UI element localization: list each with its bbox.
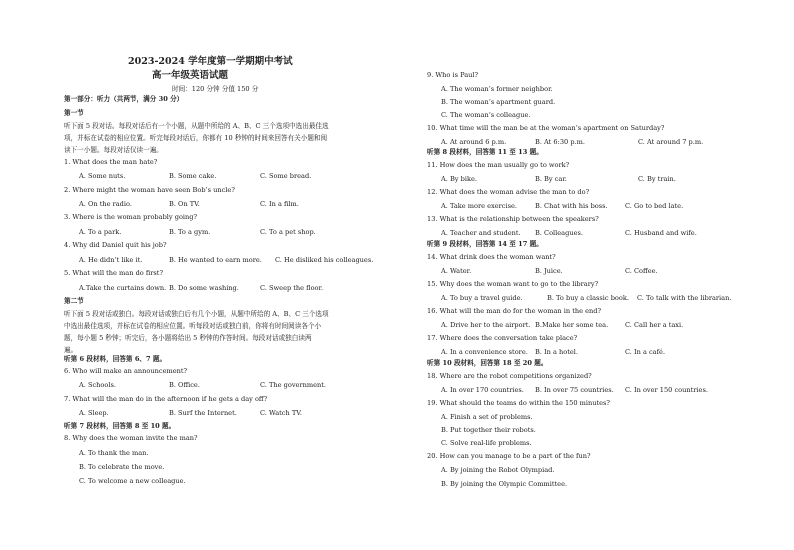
option-b[interactable]: B. Some cake. xyxy=(169,172,217,180)
section2-instruction: 题，每小题 5 秒钟；听完后，各小题将给出 5 秒钟的作答时间。每段对话或独白读两 xyxy=(64,334,312,342)
option-c[interactable]: C. In a café. xyxy=(625,348,666,356)
option-b[interactable]: B. Office. xyxy=(169,381,200,389)
question-stem: 11. How does the man usually go to work? xyxy=(427,161,570,169)
option-a[interactable]: A. Water. xyxy=(441,267,472,275)
option-a[interactable]: A. The woman’s former neighbor. xyxy=(441,85,553,93)
question-stem: 20. How can you manage to be a part of the fun? xyxy=(427,452,591,460)
option-a[interactable]: A. To buy a travel guide. xyxy=(441,294,523,302)
exam-subtitle: 高一年级英语试题 xyxy=(152,70,229,81)
option-b[interactable]: B. On TV. xyxy=(169,200,200,208)
question-stem: 4. Why did Daniel quit his job? xyxy=(64,241,167,249)
option-a[interactable]: A. Schools. xyxy=(79,381,116,389)
option-c[interactable]: C. To a pet shop. xyxy=(260,228,316,236)
section1-title: 第一节 xyxy=(64,109,84,117)
question-stem: 15. Why does the woman want to go to the library? xyxy=(427,280,599,288)
section2-instruction: 中选出最佳选项，并标在试卷的相应位置。听每段对话或独白前，你将有时间阅读各个小 xyxy=(64,322,322,330)
option-a[interactable]: A. By bike. xyxy=(441,175,477,183)
material-heading: 听第 8 段材料，回答第 11 至 13 题。 xyxy=(427,148,543,156)
question-stem: 8. Why does the woman invite the man? xyxy=(64,434,198,442)
question-stem: 17. Where does the conversation take place? xyxy=(427,334,578,342)
option-a[interactable]: A. Some nuts. xyxy=(79,172,126,180)
question-stem: 19. What should the teams do within the 150 minutes? xyxy=(427,399,610,407)
section2-title: 第二节 xyxy=(64,297,84,305)
question-stem: 6. Who will make an announcement? xyxy=(64,367,188,375)
option-a[interactable]: A. At around 6 p.m. xyxy=(441,138,507,146)
option-c[interactable]: C. Sweep the floor. xyxy=(260,284,324,292)
option-b[interactable]: B. By joining the Olympic Committee. xyxy=(441,480,568,488)
material-heading: 听第 10 段材料，回答第 18 至 20 题。 xyxy=(427,359,548,367)
material-heading: 听第 7 段材料，回答第 8 至 10 题。 xyxy=(64,422,176,430)
option-c[interactable]: C. By train. xyxy=(638,175,676,183)
section1-instruction: 听下面 5 段对话。每段对话后有一个小题，从题中所给的 A、B、C 三个选项中选出最佳选 xyxy=(64,122,329,130)
option-b[interactable]: B. He wanted to earn more. xyxy=(169,256,262,264)
option-c[interactable]: C. To welcome a new colleague. xyxy=(79,477,186,485)
question-stem: 12. What does the woman advise the man to do? xyxy=(427,188,590,196)
option-b[interactable]: B. At 6:30 p.m. xyxy=(535,138,585,146)
option-b[interactable]: B. Juice. xyxy=(535,267,563,275)
question-stem: 10. What time will the man be at the woman’s apartment on Saturday? xyxy=(427,124,665,132)
question-stem: 13. What is the relationship between the speakers? xyxy=(427,215,599,223)
question-stem: 3. Where is the woman probably going? xyxy=(64,213,198,221)
exam-title: 2023-2024 学年度第一学期期中考试 xyxy=(128,56,293,67)
option-a[interactable]: A. To thank the man. xyxy=(79,449,149,457)
option-c[interactable]: C. Some bread. xyxy=(260,172,312,180)
question-stem: 7. What will the man do in the afternoon if he gets a day off? xyxy=(64,395,268,403)
option-b[interactable]: B. In a hotel. xyxy=(535,348,578,356)
option-c[interactable]: C. In a film. xyxy=(260,200,299,208)
option-c[interactable]: C. In over 150 countries. xyxy=(625,386,708,394)
option-c[interactable]: C. Coffee. xyxy=(625,267,658,275)
section1-instruction: 读下一小题。每段对话仅读一遍。 xyxy=(64,146,163,154)
option-a[interactable]: A. On the radio. xyxy=(79,200,132,208)
question-stem: 1. What does the man hate? xyxy=(64,158,158,166)
material-heading: 听第 6 段材料，回答第 6、7 题。 xyxy=(64,355,167,363)
part1-heading: 第一部分：听力（共两节，满分 30 分） xyxy=(64,95,184,103)
option-c[interactable]: C. Go to bed late. xyxy=(625,202,684,210)
option-b[interactable]: B. To celebrate the move. xyxy=(79,463,165,471)
option-a[interactable]: A. Teacher and student. xyxy=(441,229,521,237)
option-b[interactable]: B. By car. xyxy=(535,175,567,183)
question-stem: 16. What will the man do for the woman in the end? xyxy=(427,307,602,315)
option-c[interactable]: C. To talk with the librarian. xyxy=(637,294,732,302)
option-a[interactable]: A. In a convenience store. xyxy=(441,348,528,356)
section2-instruction: 遍。 xyxy=(64,346,78,354)
option-b[interactable]: B. Do some washing. xyxy=(169,284,239,292)
material-heading: 听第 9 段材料，回答第 14 至 17 题。 xyxy=(427,240,543,248)
option-c[interactable]: C. Watch TV. xyxy=(260,409,302,417)
option-b[interactable]: B. Chat with his boss. xyxy=(535,202,608,210)
question-stem: 2. Where might the woman have seen Bob’s uncle? xyxy=(64,186,235,194)
option-b[interactable]: B. To buy a classic book. xyxy=(547,294,629,302)
option-c[interactable]: C. Husband and wife. xyxy=(625,229,697,237)
option-b[interactable]: B. In over 75 countries. xyxy=(535,386,614,394)
option-a[interactable]: A. To a park. xyxy=(79,228,122,236)
option-a[interactable]: A. Take more exercise. xyxy=(441,202,517,210)
option-b[interactable]: B. The woman’s apartment guard. xyxy=(441,98,556,106)
option-c[interactable]: C. The woman’s colleague. xyxy=(441,111,531,119)
section1-instruction: 项，并标在试卷的相应位置。听完每段对话后，你都有 10 秒钟的时间来回答有关小题和阅 xyxy=(64,134,328,142)
option-a[interactable]: A. Drive her to the airport. xyxy=(441,321,531,329)
option-a[interactable]: A. Sleep. xyxy=(79,409,109,417)
option-c[interactable]: C. Solve real-life problems. xyxy=(441,439,532,447)
option-b[interactable]: B. Surf the Internet. xyxy=(169,409,237,417)
question-stem: 14. What drink does the woman want? xyxy=(427,253,556,261)
option-a[interactable]: A. He didn’t like it. xyxy=(79,256,143,264)
option-b[interactable]: B. To a gym. xyxy=(169,228,211,236)
question-stem: 9. Who is Paul? xyxy=(427,71,479,79)
section2-instruction: 听下面 5 段对话或独白。每段对话或独白后有几个小题，从题中所给的 A、B、C 三个选项 xyxy=(64,310,329,318)
question-stem: 5. What will the man do first? xyxy=(64,269,163,277)
option-c[interactable]: C. Call her a taxi. xyxy=(625,321,684,329)
option-b[interactable]: B.Make her some tea. xyxy=(535,321,609,329)
option-b[interactable]: B. Colleagues. xyxy=(535,229,583,237)
option-a[interactable]: A. In over 170 countries. xyxy=(441,386,524,394)
option-c[interactable]: C. He disliked his colleagues. xyxy=(275,256,374,264)
question-stem: 18. Where are the robot competitions organized? xyxy=(427,372,592,380)
option-b[interactable]: B. Put together their robots. xyxy=(441,426,536,434)
option-c[interactable]: C. At around 7 p.m. xyxy=(638,138,704,146)
option-c[interactable]: C. The government. xyxy=(260,381,327,389)
option-a[interactable]: A. Finish a set of problems. xyxy=(441,413,533,421)
option-a[interactable]: A.Take the curtains down. xyxy=(79,284,167,292)
option-a[interactable]: A. By joining the Robot Olympiad. xyxy=(441,466,555,474)
exam-meta: 时间：120 分钟 分值 150 分 xyxy=(172,85,259,93)
